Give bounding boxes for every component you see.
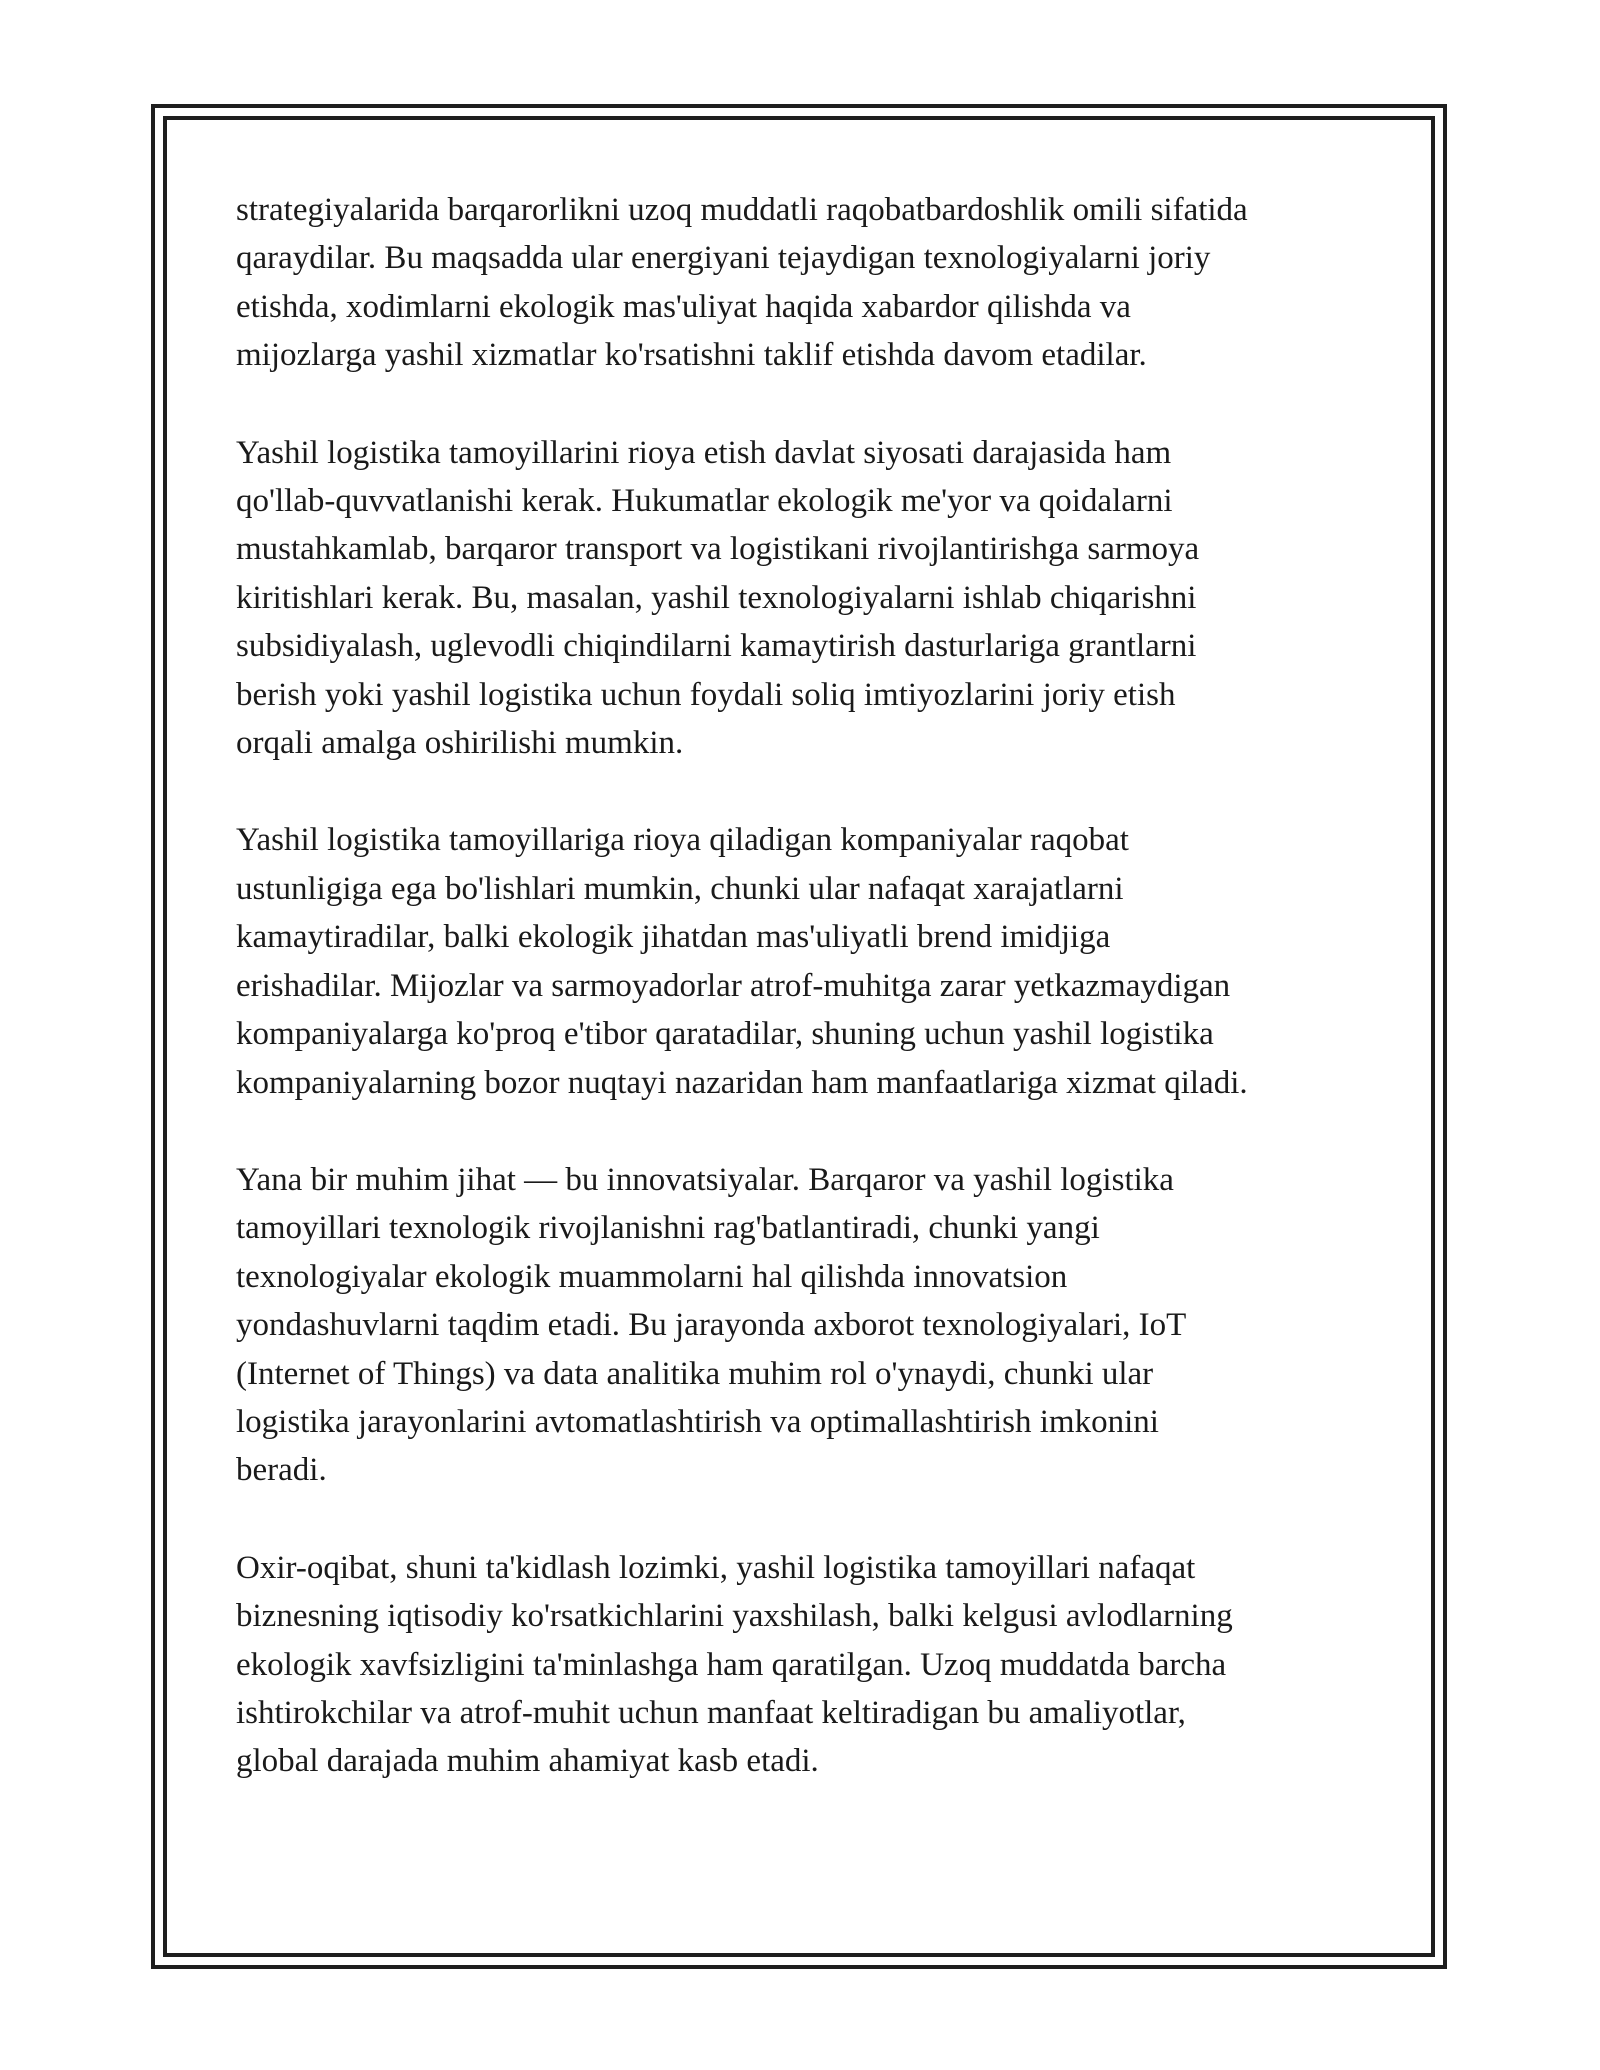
document-body xyxy=(236,186,1376,1835)
paragraph-4: Yana bir muhim jihat — bu innovatsiyalar. Barqaror va yashil logistika tamoyillari texnologik rivojlanishni rag'batlantiradi, chunki yangi texnologiyalar ekologik muammolarni hal qilishda innovatsion yondashuvlarni taqdim etadi. Bu jarayonda axborot texnologiyalari, IoT (Internet of Things) va data analitika muhim rol o'ynaydi, chunki ular logistika jarayonlarini avtomatlashtirish va optimallashtirish imkonini beradi. xyxy=(236,1161,1187,1489)
paragraph-2: Yashil logistika tamoyillarini rioya etish davlat siyosati darajasida ham qo'llab-quvvatlanishi kerak. Hukumatlar ekologik me'yor va qoidalarni mustahkamlab, barqaror transport va logistikani rivojlantirishga sarmoya kiritishlari kerak. Bu, masalan, yashil texnologiyalarni ishlab chiqarishni subsidiyalash, uglevodli chiqindilarni kamaytirish dasturlariga grantlarni berish yoki yashil logistika uchun foydali soliq imtiyozlarini joriy etish orqali amalga oshirilishi mumkin. xyxy=(236,434,1200,762)
paragraph-5: Oxir-oqibat, shuni ta'kidlash lozimki, yashil logistika tamoyillari nafaqat biznesning iqtisodiy ko'rsatkichlarini yaxshilash, balki kelgusi avlodlarning ekologik xavfsizligini ta'minlashga ham qaratilgan. Uzoq muddatda barcha ishtirokchilar va atrof-muhit uchun manfaat keltiradigan bu amaliyotlar, global darajada muhim ahamiyat kasb etadi. xyxy=(236,1549,1233,1780)
paragraph-3: Yashil logistika tamoyillariga rioya qiladigan kompaniyalar raqobat ustunligiga ega bo'lishlari mumkin, chunki ular nafaqat xarajatlarni kamaytiradilar, balki ekologik jihatdan mas'uliyatli brend imidjiga erishadilar. Mijozlar va sarmoyadorlar atrof-muhitga zarar yetkazmaydigan kompaniyalarga ko'proq e'tibor qaratadilar, shuning uchun yashil logistika kompaniyalarning bozor nuqtayi nazaridan ham manfaatlariga xizmat qiladi. xyxy=(236,822,1248,1101)
paragraph-1: strategiyalarida barqarorlikni uzoq muddatli raqobatbardoshlik omili sifatida qaraydilar. Bu maqsadda ular energiyani tejaydigan texnologiyalarni joriy etishda, xodimlarni ekologik mas'uliyat haqida xabardor qilishda va mijozlarga yashil xizmatlar ko'rsatishni taklif etishda davom etadilar. xyxy=(236,192,1248,374)
